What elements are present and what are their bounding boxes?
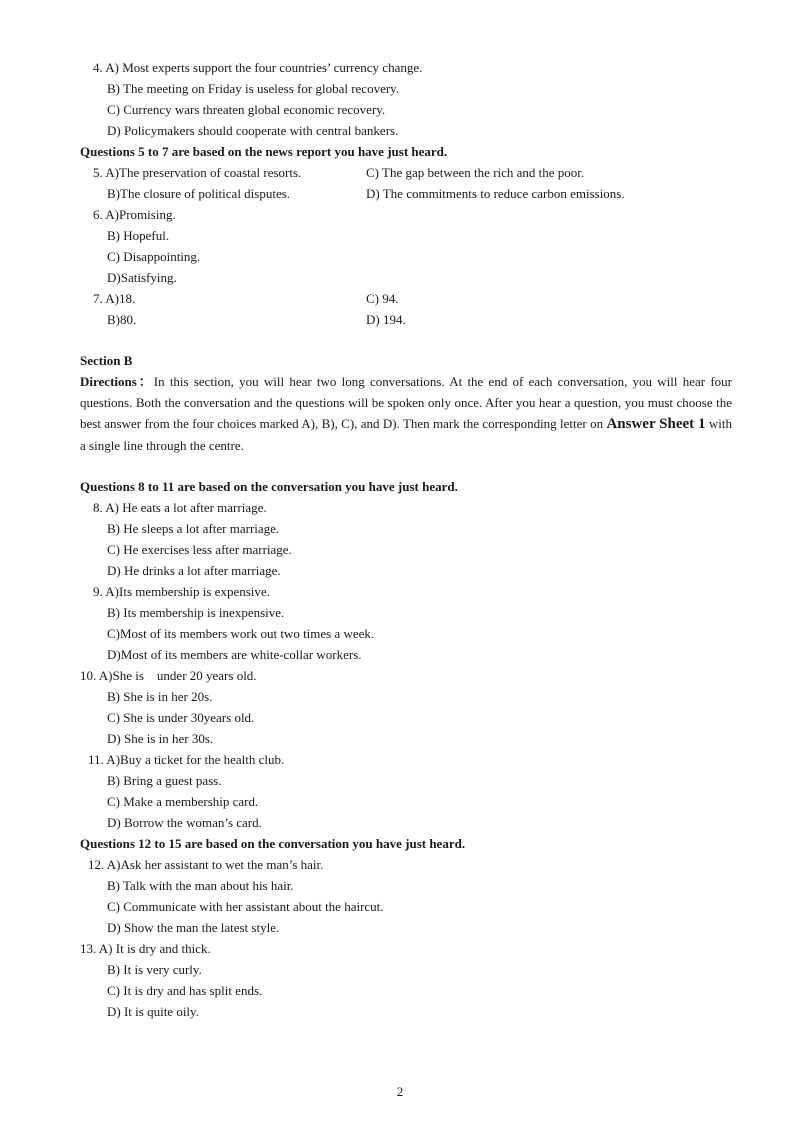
questions-12-15-heading: Questions 12 to 15 are based on the conversation you have just heard.	[80, 836, 466, 851]
directions-label: Directions：	[80, 374, 154, 389]
q4-option-a: 4. A) Most experts support the four countries’ currency change.	[93, 60, 423, 75]
directions-tail: with a single line through the centre.	[80, 416, 732, 453]
q7-option-a: 7. A)18.	[93, 291, 136, 306]
q6-option-a: 6. A)Promising.	[93, 207, 176, 222]
q5-option-d: D) The commitments to reduce carbon emissions.	[366, 186, 625, 201]
q11-option-d: D) Borrow the woman’s card.	[107, 815, 262, 830]
q9-option-c: C)Most of its members work out two times a week.	[107, 626, 375, 641]
q4-option-b: B) The meeting on Friday is useless for global recovery.	[107, 81, 400, 96]
q11-option-c: C) Make a membership card.	[107, 794, 259, 809]
q4-option-c: C) Currency wars threaten global economic recovery.	[107, 102, 386, 117]
q10-option-b: B) She is in her 20s.	[107, 689, 213, 704]
q13-option-d: D) It is quite oily.	[107, 1004, 199, 1019]
questions-5-7-heading: Questions 5 to 7 are based on the news report you have just heard.	[80, 144, 448, 159]
q10-option-d: D) She is in her 30s.	[107, 731, 214, 746]
page-number: 2	[396, 1084, 404, 1099]
q8-option-c: C) He exercises less after marriage.	[107, 542, 292, 557]
q13-option-b: B) It is very curly.	[107, 962, 202, 977]
directions-paragraph	[80, 371, 732, 456]
q10-option-c: C) She is under 30years old.	[107, 710, 255, 725]
q9-option-b: B) Its membership is inexpensive.	[107, 605, 285, 620]
q6-option-d: D)Satisfying.	[107, 270, 177, 285]
q12-option-a: 12. A)Ask her assistant to wet the man’s hair.	[88, 857, 324, 872]
q6-option-c: C) Disappointing.	[107, 249, 201, 264]
q4-option-d: D) Policymakers should cooperate with central bankers.	[107, 123, 399, 138]
q7-option-c: C) 94.	[366, 291, 399, 306]
q7-option-b: B)80.	[107, 312, 137, 327]
q12-option-d: D) Show the man the latest style.	[107, 920, 280, 935]
answer-sheet-label: Answer Sheet 1	[606, 416, 706, 432]
q10-option-a: 10. A)She is under 20 years old.	[80, 668, 257, 683]
section-b-heading: Section B	[80, 353, 133, 368]
q9-option-d: D)Most of its members are white-collar workers.	[107, 647, 362, 662]
q11-option-a: 11. A)Buy a ticket for the health club.	[88, 752, 285, 767]
q12-option-c: C) Communicate with her assistant about the haircut.	[107, 899, 384, 914]
questions-8-11-heading: Questions 8 to 11 are based on the conversation you have just heard.	[80, 479, 458, 494]
q6-option-b: B) Hopeful.	[107, 228, 170, 243]
q7-option-d: D) 194.	[366, 312, 406, 327]
q8-option-a: 8. A) He eats a lot after marriage.	[93, 500, 267, 515]
q11-option-b: B) Bring a guest pass.	[107, 773, 222, 788]
q13-option-a: 13. A) It is dry and thick.	[80, 941, 211, 956]
directions-text: In this section, you will hear two long conversations. At the end of each conversation, you will hear four questions. Both the conversation and the questions will be spoken only once. After you hear a question, you must choose the best answer from the four choices marked A), B), C), and D). Then mark the corresponding letter on	[80, 374, 732, 431]
q5-option-b: B)The closure of political disputes.	[107, 186, 291, 201]
q8-option-b: B) He sleeps a lot after marriage.	[107, 521, 280, 536]
q13-option-c: C) It is dry and has split ends.	[107, 983, 263, 998]
q8-option-d: D) He drinks a lot after marriage.	[107, 563, 281, 578]
q9-option-a: 9. A)Its membership is expensive.	[93, 584, 270, 599]
q12-option-b: B) Talk with the man about his hair.	[107, 878, 294, 893]
q5-option-a: 5. A)The preservation of coastal resorts.	[93, 165, 302, 180]
q5-option-c: C) The gap between the rich and the poor.	[366, 165, 585, 180]
